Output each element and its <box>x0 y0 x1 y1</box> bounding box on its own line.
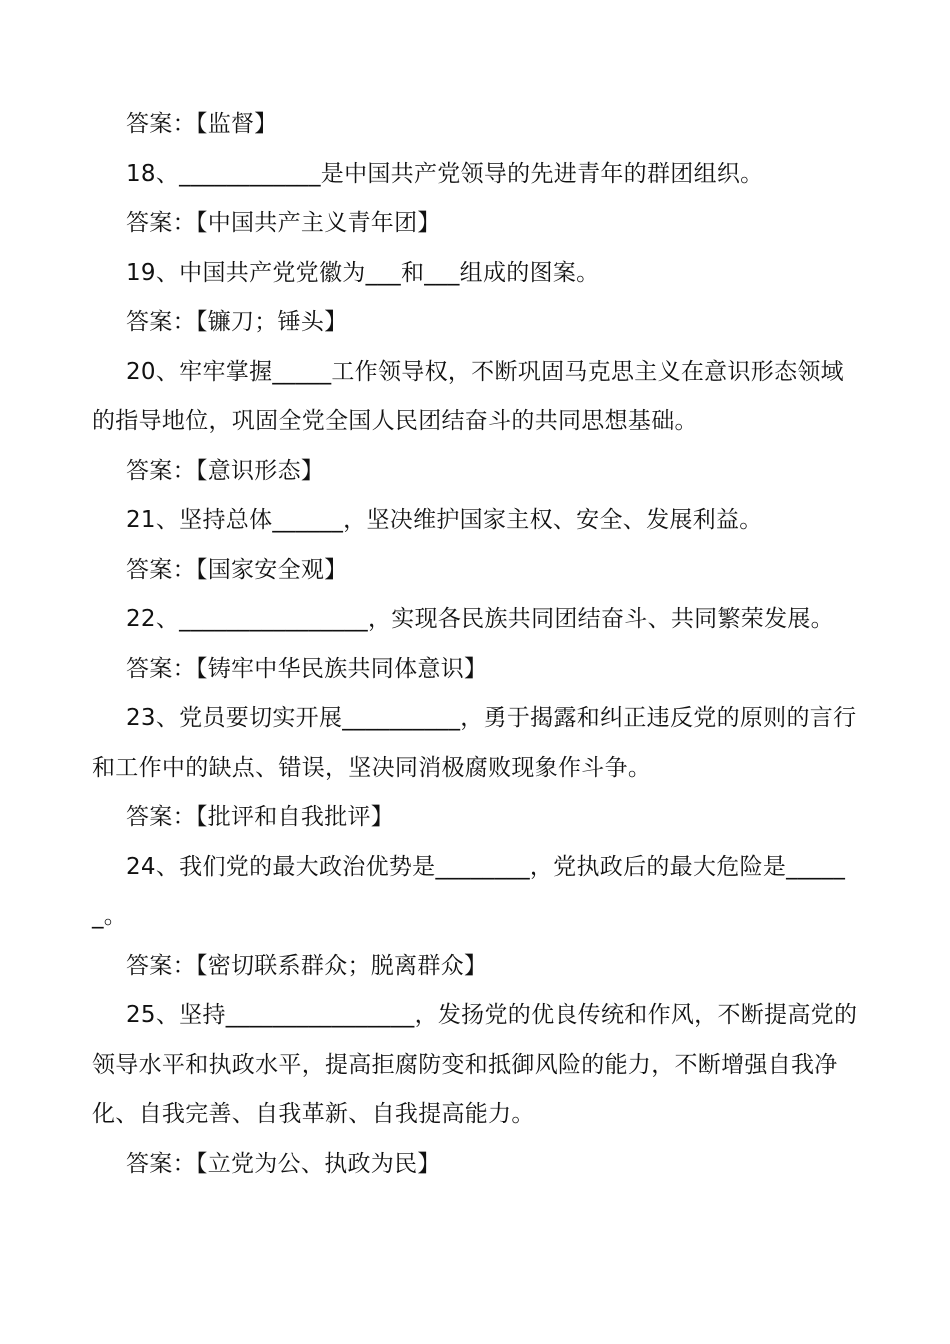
question-20: 20、牢牢掌握_____工作领导权，不断巩固马克思主义在意识形态领域的指导地位，巩固全党全国人民团结奋斗的共同思想基础。 <box>92 358 844 434</box>
answer-19: 答案：【镰刀；锤头】 <box>126 309 348 335</box>
question-21: 21、坚持总体______，坚决维护国家主权、安全、发展利益。 <box>126 507 763 533</box>
answer-22: 答案：【铸牢中华民族共同体意识】 <box>126 655 488 682</box>
question-22: 22、________________，实现各民族共同团结奋斗、共同繁荣发展。 <box>126 606 834 632</box>
question-19: 19、中国共产党党徽为___和___组成的图案。 <box>126 259 600 286</box>
answer-23: 答案：【批评和自我批评】 <box>126 804 395 830</box>
question-18: 18、____________是中国共产党领导的先进青年的群团组织。 <box>126 160 764 187</box>
question-24: 24、我们党的最大政治优势是________，党执政后的最大危险是______。 <box>92 853 846 929</box>
answer-21: 答案：【国家安全观】 <box>126 556 348 583</box>
answer-25: 答案：【立党为公、执政为民】 <box>126 1150 441 1177</box>
answer-17: 答案：【监督】 <box>126 111 278 137</box>
answer-18: 答案：【中国共产主义青年团】 <box>126 210 441 236</box>
question-23: 23、党员要切实开展__________，勇于揭露和纠正违反党的原则的言行和工作中的缺点、错误，坚决同消极腐败现象作斗争。 <box>92 705 857 781</box>
answer-24: 答案：【密切联系群众；脱离群众】 <box>126 952 488 979</box>
answer-20: 答案：【意识形态】 <box>126 457 325 484</box>
question-25: 25、坚持________________，发扬党的优良传统和作风，不断提高党的领导水平和执政水平，提高拒腐防变和抵御风险的能力，不断增强自我净化、自我完善、自我革新、自我提高能力。 <box>92 1002 858 1127</box>
document-body <box>92 100 864 1189</box>
